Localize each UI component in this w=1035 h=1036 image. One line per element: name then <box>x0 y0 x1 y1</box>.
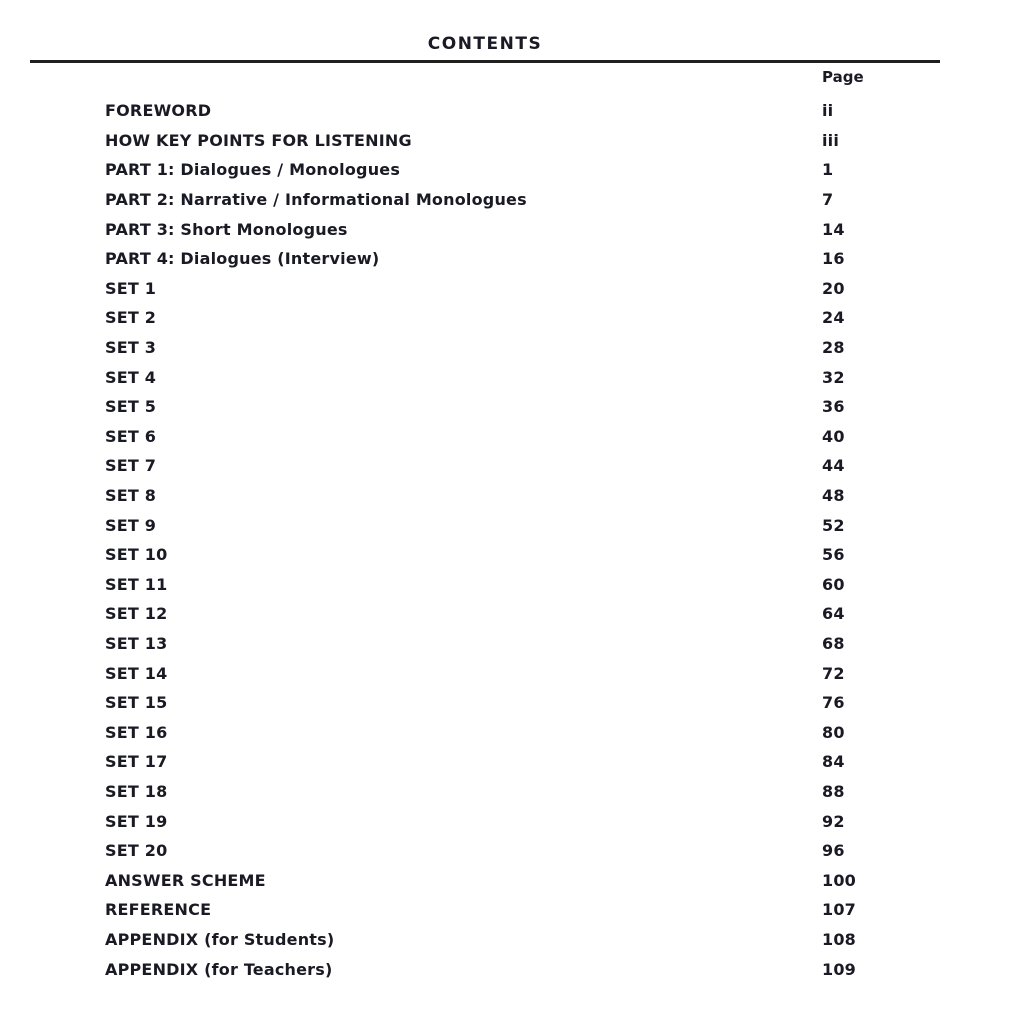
toc-entry-label: SET 3 <box>105 338 157 358</box>
toc-row-set-8 <box>105 481 895 511</box>
toc-row-set-9 <box>105 510 895 540</box>
toc-entry-page: 88 <box>822 781 845 801</box>
toc-entry-label: PART 2: Narrative / Informational Monologues <box>105 190 527 210</box>
toc-row-answer-scheme <box>105 865 895 895</box>
toc-entry-label: SET 5 <box>105 397 157 417</box>
toc-entry-page: 76 <box>822 693 845 713</box>
toc-row-set-3 <box>105 333 895 363</box>
toc-row-appendix-students <box>105 925 895 955</box>
toc-entry-label: SET 9 <box>105 515 157 535</box>
toc-entry-page: 52 <box>822 515 845 535</box>
toc-row-part-4 <box>105 244 895 274</box>
toc-row-set-14 <box>105 658 895 688</box>
toc-row-part-2 <box>105 185 895 215</box>
toc-entry-page: 28 <box>822 338 845 358</box>
toc-entry-label: SET 15 <box>105 693 168 713</box>
toc-entry-page: 36 <box>822 397 845 417</box>
toc-row-set-13 <box>105 629 895 659</box>
toc-row-set-20 <box>105 836 895 866</box>
toc-entry-label: SET 19 <box>105 811 168 831</box>
toc-row-set-4 <box>105 362 895 392</box>
toc-entry-label: SET 13 <box>105 633 168 653</box>
toc-entry-page: 24 <box>822 308 845 328</box>
toc-row-part-3 <box>105 214 895 244</box>
toc-entry-page: 20 <box>822 278 845 298</box>
toc-entry-page: 14 <box>822 219 845 239</box>
toc-entry-label: REFERENCE <box>105 900 212 920</box>
toc-entry-label: SET 6 <box>105 426 157 446</box>
toc-entry-label: SET 8 <box>105 486 157 506</box>
toc-entry-page: iii <box>822 130 840 150</box>
toc-entry-label: ANSWER SCHEME <box>105 870 266 890</box>
toc-entry-label: PART 4: Dialogues (Interview) <box>105 249 380 269</box>
toc-row-set-6 <box>105 422 895 452</box>
toc-entry-label: SET 1 <box>105 278 157 298</box>
toc-row-set-2 <box>105 303 895 333</box>
toc-row-set-15 <box>105 688 895 718</box>
toc-entry-label: SET 4 <box>105 367 157 387</box>
toc-entry-page: 32 <box>822 367 845 387</box>
toc-entry-page: 40 <box>822 426 845 446</box>
toc-row-set-18 <box>105 777 895 807</box>
toc-row-set-19 <box>105 806 895 836</box>
toc-row-set-1 <box>105 274 895 304</box>
toc-entry-label: SET 17 <box>105 752 168 772</box>
toc-entry-page: 48 <box>822 486 845 506</box>
toc-entry-page: 107 <box>822 900 856 920</box>
toc-row-part-1 <box>105 155 895 185</box>
toc-entry-label: SET 7 <box>105 456 157 476</box>
toc-entry-label: HOW KEY POINTS FOR LISTENING <box>105 130 412 150</box>
toc-entry-page: 100 <box>822 870 856 890</box>
toc-entry-page: 92 <box>822 811 845 831</box>
toc-entry-page: 16 <box>822 249 845 269</box>
toc-entry-label: SET 14 <box>105 663 168 683</box>
toc-entry-page: ii <box>822 101 834 121</box>
toc-entry-label: SET 18 <box>105 781 168 801</box>
toc-entry-page: 7 <box>822 190 834 210</box>
page-column-header: Page <box>822 68 864 86</box>
toc-entry-page: 56 <box>822 545 845 565</box>
toc-entry-page: 60 <box>822 574 845 594</box>
toc-entry-label: APPENDIX (for Students) <box>105 929 335 949</box>
toc-entry-page: 108 <box>822 929 856 949</box>
toc-entry-page: 72 <box>822 663 845 683</box>
toc-entry-label: SET 20 <box>105 841 168 861</box>
toc-row-set-5 <box>105 392 895 422</box>
table-of-contents <box>105 96 895 984</box>
toc-entry-label: FOREWORD <box>105 101 212 121</box>
toc-row-how-key-points <box>105 126 895 156</box>
toc-entry-page: 80 <box>822 722 845 742</box>
toc-row-set-11 <box>105 570 895 600</box>
toc-entry-page: 44 <box>822 456 845 476</box>
toc-entry-label: APPENDIX (for Teachers) <box>105 959 333 979</box>
toc-entry-label: SET 2 <box>105 308 157 328</box>
toc-entry-page: 68 <box>822 633 845 653</box>
toc-row-appendix-teachers <box>105 954 895 984</box>
page-title-wrap <box>30 34 940 54</box>
toc-row-reference <box>105 895 895 925</box>
toc-row-set-10 <box>105 540 895 570</box>
toc-entry-label: SET 10 <box>105 545 168 565</box>
toc-row-set-17 <box>105 747 895 777</box>
toc-entry-page: 64 <box>822 604 845 624</box>
toc-entry-label: SET 16 <box>105 722 168 742</box>
toc-row-set-7 <box>105 451 895 481</box>
toc-row-set-12 <box>105 599 895 629</box>
toc-entry-label: SET 12 <box>105 604 168 624</box>
toc-entry-page: 96 <box>822 841 845 861</box>
toc-entry-page: 84 <box>822 752 845 772</box>
toc-entry-page: 1 <box>822 160 834 180</box>
toc-row-foreword <box>105 96 895 126</box>
toc-entry-label: PART 3: Short Monologues <box>105 219 348 239</box>
toc-entry-page: 109 <box>822 959 856 979</box>
toc-entry-label: PART 1: Dialogues / Monologues <box>105 160 401 180</box>
toc-row-set-16 <box>105 717 895 747</box>
toc-entry-label: SET 11 <box>105 574 168 594</box>
page-title: CONTENTS <box>427 34 543 54</box>
title-rule <box>30 60 940 63</box>
